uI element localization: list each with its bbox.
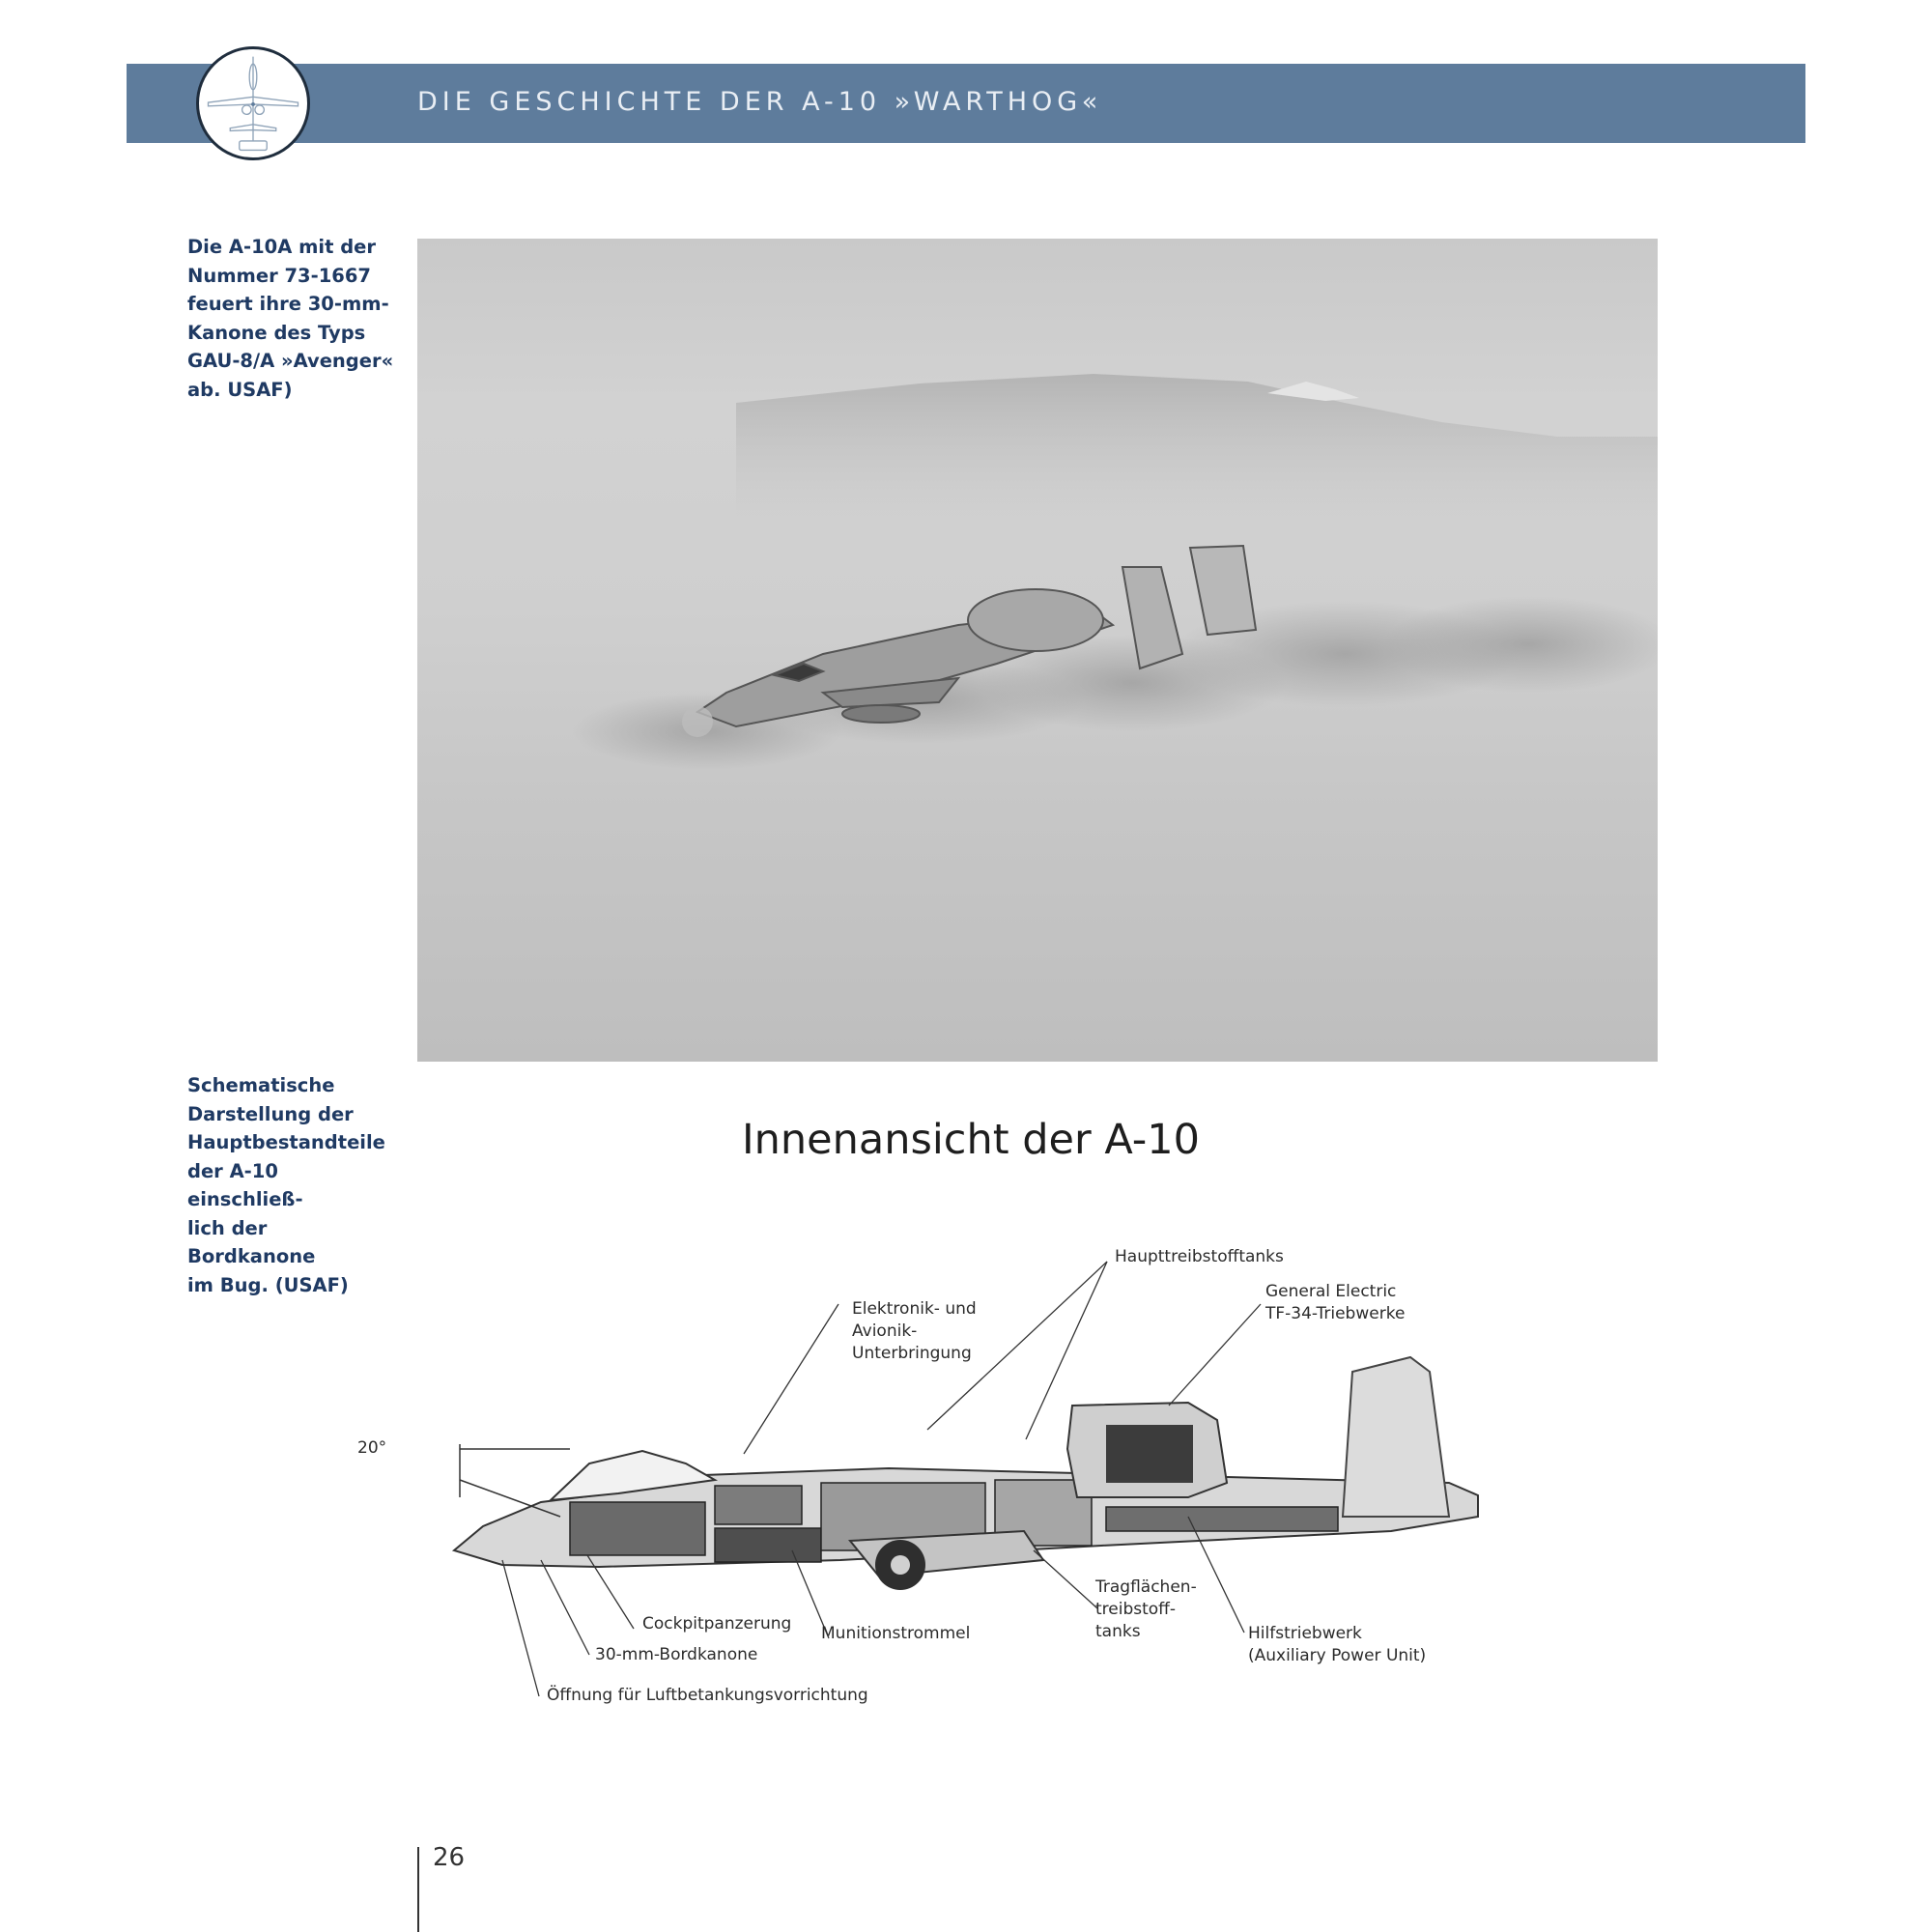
label-cockpitpanzerung: Cockpitpanzerung — [642, 1614, 792, 1634]
label-tragflaechen: Tragflächen- treibstoff- tanks — [1095, 1577, 1197, 1641]
label-munitionstrommel: Munitionstrommel — [821, 1624, 971, 1643]
a10-cutaway-diagram — [357, 1227, 1507, 1729]
a10-firing-photo — [417, 239, 1658, 1062]
diagram-title: Innenansicht der A-10 — [741, 1116, 1201, 1164]
label-bordkanone: 30-mm-Bordkanone — [595, 1645, 758, 1664]
label-oeffnung: Öffnung für Luftbetankungsvorrichtung — [547, 1686, 868, 1705]
angle-label: 20° — [357, 1438, 387, 1458]
running-header-title: DIE GESCHICHTE DER A-10 »WARTHOG« — [417, 87, 1103, 117]
label-elektronik: Elektronik- und Avionik- Unterbringung — [852, 1299, 977, 1363]
book-logo-emblem — [196, 46, 310, 160]
page-number: 26 — [433, 1843, 466, 1872]
aircraft-emblem-icon — [199, 49, 307, 157]
label-haupttreibstofftanks: Haupttreibstofftanks — [1115, 1247, 1284, 1266]
page-number-rule — [417, 1847, 419, 1932]
photo-caption: Die A-10A mit der Nummer 73-1667 feuert ihre 30-mm- Kanone des Typs GAU-8/A »Avenger« ab. USAF) — [187, 236, 394, 401]
label-hilfstriebwerk: Hilfstriebwerk (Auxiliary Power Unit) — [1248, 1624, 1427, 1665]
diagram-caption: Schematische Darstellung der Hauptbestandteile der A-10 einschließ- lich der Bordkanone im Bug. (USAF) — [187, 1074, 385, 1296]
label-general-electric: General Electric TF-34-Triebwerke — [1265, 1282, 1406, 1323]
